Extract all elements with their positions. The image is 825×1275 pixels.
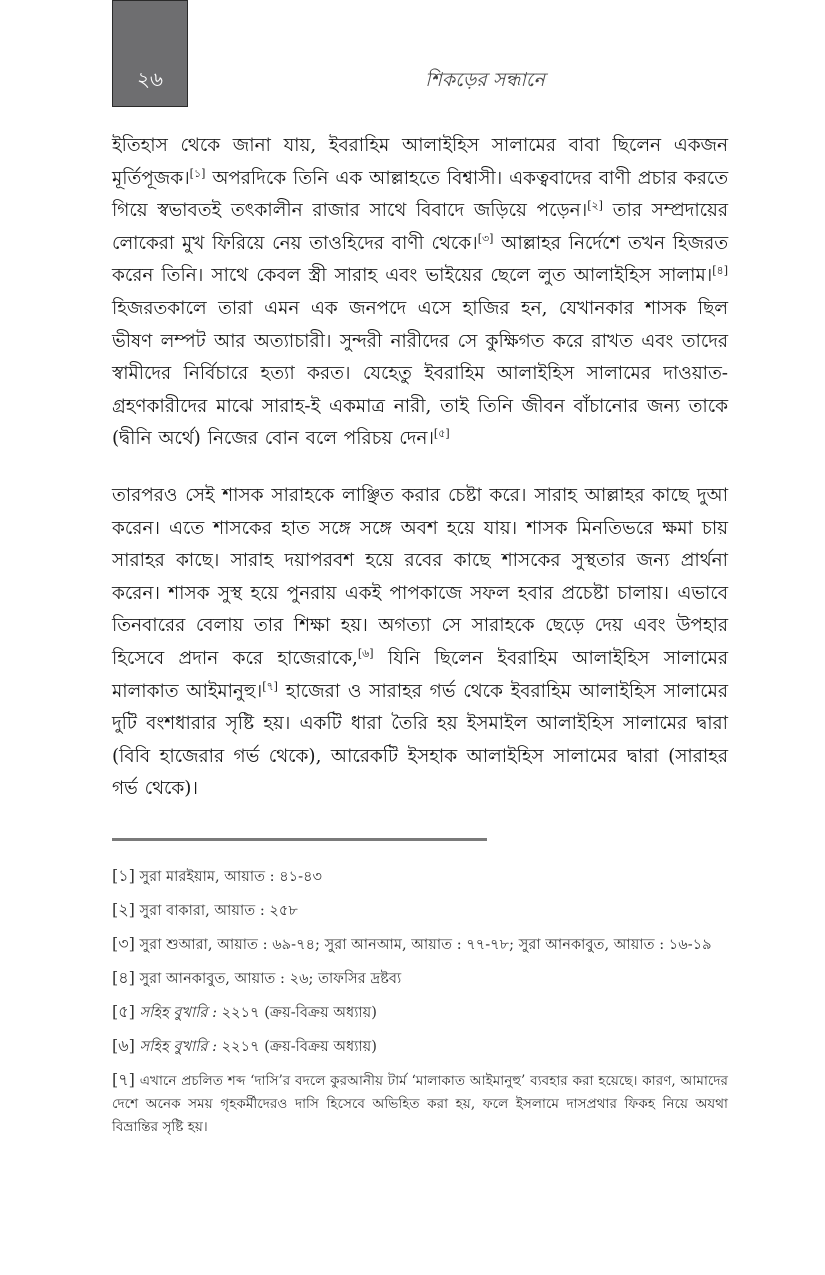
footnote-mark: [৭] xyxy=(112,1070,135,1089)
footnote-6 xyxy=(112,1034,728,1059)
footnote-ref-3[interactable]: [৩] xyxy=(477,231,494,245)
footnote-mark: [২] xyxy=(112,900,135,919)
footnote-text: সুরা শুআরা, আয়াত : ৬৯-৭৪; সুরা আনআম, আয়াত : ৭৭-৭৮; সুরা আনকাবুত, আয়াত : ১৬-১৯ xyxy=(134,936,712,953)
footnote-text: এখানে প্রচলিত শব্দ ‘দাসি’র বদলে কুরআনীয় টার্ম ‘মালাকাত আইমানুহু’ ব্যবহার করা হয়েছে। কারণ, আমাদের দেশে অনেক সময় গৃহকর্মীদেরও দাসি হিসেবে অভিহিত করা হয়, ফলে ইসলামে দাসপ্রথার ফিকহ নিয়ে অযথা বিভ্রান্তির সৃষ্টি হয়। xyxy=(112,1073,728,1135)
footnote-source: সহিহ বুখারি : xyxy=(134,1038,218,1055)
text-span: অপরদিকে তিনি এক আল্লাহতে বিশ্বাসী। একত্ববাদের বাণী প্রচার করতে গিয়ে স্বভাবতই তৎকালীন রাজার সাথে বিবাদে জড়িয়ে পড়েন। xyxy=(112,167,728,222)
footnote-text: ২২১৭ (ক্রয়-বিক্রয় অধ্যায়) xyxy=(217,1004,377,1021)
footnote-1 xyxy=(112,864,728,889)
page-number-tab xyxy=(112,0,188,107)
footnote-ref-1[interactable]: [১] xyxy=(189,166,206,180)
footnote-4 xyxy=(112,966,728,991)
footnote-text: সুরা বাকারা, আয়াত : ২৫৮ xyxy=(134,902,298,919)
footnote-mark: [৬] xyxy=(112,1036,135,1055)
footnote-ref-4[interactable]: [৪] xyxy=(712,264,728,278)
footnote-ref-7[interactable]: [৭] xyxy=(262,679,278,693)
text-span: ইতিহাস থেকে জানা যায়, ইবরাহিম আলাইহিস সালামের বাবা ছিলেন একজন মূর্তিপূজক। xyxy=(112,135,728,189)
body-paragraph-1 xyxy=(112,130,728,456)
footnote-ref-2[interactable]: [২] xyxy=(587,199,603,213)
page-number: ২৬ xyxy=(136,67,163,91)
text-span: হাজেরা ও সারাহর গর্ভ থেকে ইবরাহিম আলাইহিস সালামের দুটি বংশধারার সৃষ্টি হয়। একটি ধারা তৈরি হয় ইসমাইল আলাইহিস সালামের দ্বারা (বিবি হাজেরার গর্ভ থেকে), আরেকটি ইসহাক আলাইহিস সালামের দ্বারা (সারাহর গর্ভ থেকে)। xyxy=(112,680,728,800)
footnote-mark: [৪] xyxy=(112,968,135,987)
footnote-text: ২২১৭ (ক্রয়-বিক্রয় অধ্যায়) xyxy=(217,1038,377,1055)
text-span: হিজরতকালে তারা এমন এক জনপদে এসে হাজির হন, যেখানকার শাসক ছিল ভীষণ লম্পট আর অত্যাচারী। সুন্দরী নারীদের সে কুক্ষিগত করে রাখত এবং তাদের স্বামীদের নির্বিচারে হত্যা করত। যেহেতু ইবরাহিম আলাইহিস সালামের দাওয়াত-গ্রহণকারীদের মাঝে সারাহ-ই একমাত্র নারী, তাই তিনি জীবন বাঁচানোর জন্য তাকে (দ্বীনি অর্থে) নিজের বোন বলে পরিচয় দেন। xyxy=(112,297,728,450)
footnote-2 xyxy=(112,898,728,923)
text-span: তারপরও সেই শাসক সারাহকে লাঞ্ছিত করার চেষ্টা করে। সারাহ আল্লাহর কাছে দুআ করেন। এতে শাসকের হাত সঙ্গে সঙ্গে অবশ হয়ে যায়। শাসক মিনতিভরে ক্ষমা চায় সারাহর কাছে। সারাহ দয়াপরবশ হয়ে রবের কাছে শাসকের সুস্থতার জন্য প্রার্থনা করেন। শাসক সুস্থ হয়ে পুনরায় একই পাপকাজে সফল হবার প্রচেষ্টা চালায়। এভাবে তিনবারের বেলায় তার শিক্ষা হয়। অগত্যা সে সারাহকে ছেড়ে দেয় এবং উপহার হিসেবে প্রদান করে হাজেরাকে, xyxy=(112,485,728,669)
footnote-mark: [৫] xyxy=(112,1002,135,1021)
text-span: তার সম্প্রদায়ের লোকেরা মুখ ফিরিয়ে নেয় তাওহিদের বাণী থেকে। xyxy=(112,200,728,254)
footnote-divider xyxy=(112,838,487,841)
text-span: যিনি ছিলেন ইবরাহিম আলাইহিস সালামের মালাকাত আইমানুহু। xyxy=(112,647,729,702)
text-span: আল্লাহর নির্দেশে তখন হিজরত করেন তিনি। সাথে কেবল স্ত্রী সারাহ এবং ভাইয়ের ছেলে লুত আলাইহিস সালাম। xyxy=(112,232,728,287)
footnote-ref-6[interactable]: [৬] xyxy=(357,646,374,660)
footnote-mark: [৩] xyxy=(112,934,135,953)
body-paragraph-2 xyxy=(112,480,728,806)
footnote-text: সুরা আনকাবুত, আয়াত : ২৬; তাফসির দ্রষ্টব্য xyxy=(134,970,402,987)
footnote-5 xyxy=(112,1000,728,1025)
footnote-mark: [১] xyxy=(112,866,135,885)
footnote-source: সহিহ বুখারি : xyxy=(134,1004,217,1021)
footnote-7 xyxy=(112,1068,728,1139)
running-header-title: শিকড়ের সন্ধানে xyxy=(425,69,545,91)
footnote-ref-5[interactable]: [৫] xyxy=(433,427,450,441)
footnote-3 xyxy=(112,932,728,957)
footnote-text: সুরা মারইয়াম, আয়াত : ৪১-৪৩ xyxy=(134,868,323,885)
